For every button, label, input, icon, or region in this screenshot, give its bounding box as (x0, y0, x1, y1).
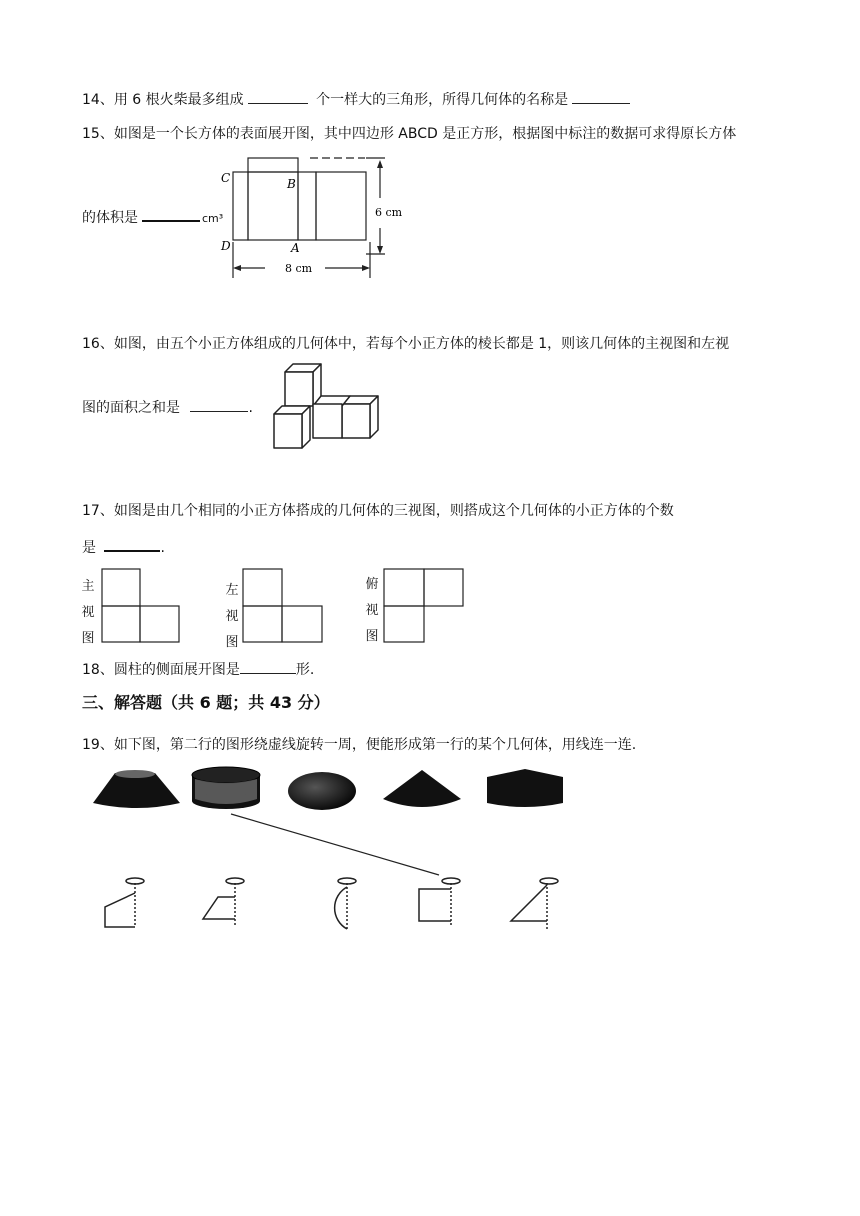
question-18 (82, 659, 314, 680)
front-view-label: 主 视 图 (81, 579, 95, 646)
net-face-middle-strip (298, 172, 316, 240)
question-16-line-1: 16、如图，由五个小正方体组成的几何体中，若每个小正方体的棱长都是 1，则该几何体的主视图和左视 (82, 336, 730, 352)
q18-text: 18、圆柱的侧面展开图是 (82, 662, 240, 678)
question-14 (82, 89, 634, 110)
q14-blank-2[interactable] (572, 89, 630, 104)
q17-end: . (160, 540, 165, 556)
label-d: D (221, 239, 231, 253)
q18-blank[interactable] (240, 659, 296, 674)
shape-rectangle-axis (419, 878, 460, 927)
label-c: C (221, 171, 231, 185)
question-17-line-1: 17、如图是由几个相同的小正方体搭成的几何体的三视图，则搭成这个几何体的小正方体的个数 (82, 503, 674, 519)
five-cubes-figure (270, 362, 385, 452)
cylinder-solid (192, 767, 260, 809)
q16-blank[interactable] (190, 397, 248, 412)
q14-mid-text: 个一样大的三角形，所得几何体的名称是 (316, 92, 569, 108)
q15-text: 的体积是 (82, 210, 138, 226)
q15-blank[interactable] (142, 206, 200, 222)
top-view-label: 俯 视 图 (365, 577, 379, 644)
q18-end: 形. (295, 662, 315, 678)
section-3-heading: 三、解答题（共 6 题；共 43 分） (82, 693, 330, 712)
q14-blank-1[interactable] (248, 89, 308, 104)
rotation-matching-figure (85, 765, 585, 940)
top-view-grid (383, 568, 465, 644)
q15-unit: cm³ (202, 212, 224, 225)
cuboid-net-figure (215, 150, 415, 280)
question-16-line-2 (82, 397, 253, 418)
sphere-solid (288, 772, 356, 810)
q17-text: 是 (82, 540, 96, 556)
left-view-grid (242, 568, 324, 644)
answer-connecting-line (231, 814, 439, 875)
shape-pentagon-axis (105, 878, 144, 927)
label-b: B (287, 177, 296, 191)
dim-width-label: 8 cm (285, 262, 313, 275)
shape-trapezoid-axis (203, 878, 244, 927)
net-face-left-strip (233, 172, 248, 240)
net-face-right (316, 172, 366, 240)
dim-height-label: 6 cm (375, 206, 403, 219)
net-face-top-strip (248, 158, 298, 172)
shape-semicircle-axis (335, 878, 356, 929)
label-a: A (291, 241, 300, 255)
q16-end: . (248, 400, 253, 416)
cone-solid (383, 770, 461, 807)
q17-blank[interactable] (104, 536, 160, 552)
question-19: 19、如下图，第二行的图形绕虚线旋转一周，便能形成第一行的某个几何体，用线连一连. (82, 737, 637, 753)
question-17-line-2 (82, 536, 165, 558)
frustum-solid (93, 773, 180, 808)
q16-text: 图的面积之和是 (82, 400, 180, 416)
shape-triangle-axis (511, 878, 558, 929)
front-view-grid (101, 568, 181, 644)
question-15-line-2 (82, 206, 223, 229)
cylinder-cone-solid (487, 769, 563, 807)
left-view-label: 左 视 图 (225, 583, 239, 650)
q14-text: 14、用 6 根火柴最多组成 (82, 92, 244, 108)
question-15-line-1: 15、如图是一个长方体的表面展开图，其中四边形 ABCD 是正方形，根据图中标注的数据可求得原长方体 (82, 126, 737, 142)
